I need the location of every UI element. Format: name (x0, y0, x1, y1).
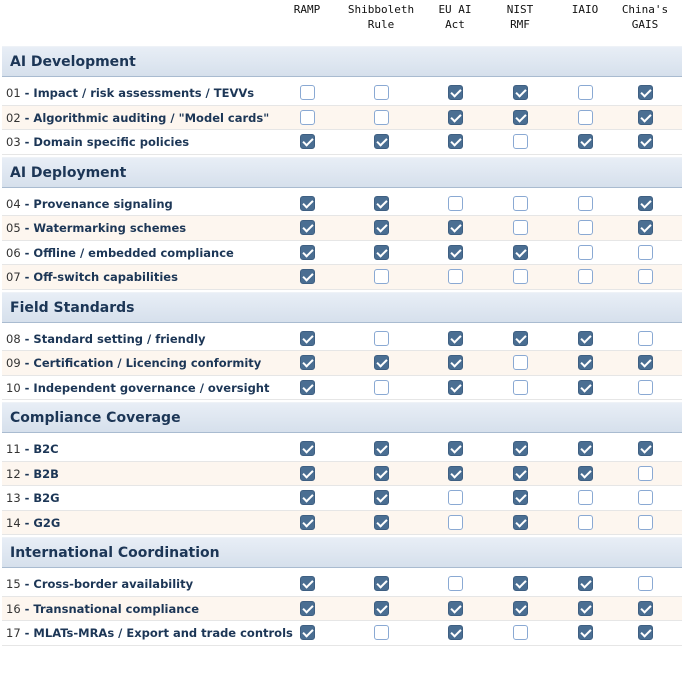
table-row (2, 106, 682, 131)
row-label (6, 511, 60, 535)
checkbox-checked[interactable] (513, 515, 528, 530)
checkbox-checked[interactable] (578, 466, 593, 481)
table-row (2, 192, 682, 217)
checkbox-unchecked[interactable] (513, 355, 528, 370)
row-label (6, 192, 173, 216)
row-text: - Certification / Licencing conformity (24, 356, 262, 370)
checkbox-checked[interactable] (638, 220, 653, 235)
checkbox-checked[interactable] (300, 380, 315, 395)
checkbox-checked[interactable] (578, 441, 593, 456)
row-text: - Watermarking schemes (24, 221, 187, 235)
checkbox-unchecked[interactable] (513, 380, 528, 395)
checkbox-checked[interactable] (578, 625, 593, 640)
checkbox-checked[interactable] (513, 576, 528, 591)
row-number: 17 (6, 626, 21, 640)
checkbox-unchecked[interactable] (374, 380, 389, 395)
checkbox-unchecked[interactable] (578, 110, 593, 125)
checkbox-checked[interactable] (513, 441, 528, 456)
checkbox-checked[interactable] (448, 355, 463, 370)
checkbox-checked[interactable] (374, 515, 389, 530)
checkbox-checked[interactable] (374, 196, 389, 211)
table-row (2, 462, 682, 487)
checkbox-checked[interactable] (300, 196, 315, 211)
row-label (6, 376, 269, 400)
row-number: 15 (6, 577, 21, 591)
checkbox-unchecked[interactable] (513, 269, 528, 284)
checkbox-checked[interactable] (300, 245, 315, 260)
row-number: 11 (6, 442, 21, 456)
section-header: International Coordination (2, 537, 682, 568)
checkbox-unchecked[interactable] (374, 85, 389, 100)
checkbox-unchecked[interactable] (578, 269, 593, 284)
checkbox-checked[interactable] (374, 601, 389, 616)
row-text: - B2G (24, 491, 60, 505)
checkbox-unchecked[interactable] (638, 269, 653, 284)
checkbox-checked[interactable] (374, 220, 389, 235)
row-number: 08 (6, 331, 21, 346)
row-label (6, 437, 59, 461)
checkbox-checked[interactable] (374, 245, 389, 260)
row-text: - G2G (24, 515, 61, 530)
checkbox-checked[interactable] (513, 245, 528, 260)
section-header: Field Standards (2, 292, 682, 323)
row-label (6, 327, 206, 351)
checkbox-unchecked[interactable] (638, 466, 653, 481)
checkbox-checked[interactable] (513, 331, 528, 346)
row-text: - Standard setting / friendly (24, 331, 206, 346)
table-row (2, 376, 682, 401)
checkbox-checked[interactable] (374, 355, 389, 370)
checkbox-checked[interactable] (300, 134, 315, 149)
row-text: - B2C (24, 442, 59, 456)
checkbox-unchecked[interactable] (513, 625, 528, 640)
section-header: AI Deployment (2, 157, 682, 188)
section-header: Compliance Coverage (2, 402, 682, 433)
column-header-1: Shibboleth Rule (347, 3, 415, 31)
checkbox-checked[interactable] (300, 466, 315, 481)
checkbox-checked[interactable] (374, 134, 389, 149)
checkbox-checked[interactable] (374, 576, 389, 591)
checkbox-checked[interactable] (638, 355, 653, 370)
row-label (6, 106, 269, 130)
checkbox-checked[interactable] (300, 601, 315, 616)
table-row (2, 511, 682, 536)
row-label (6, 265, 178, 289)
checkbox-checked[interactable] (300, 625, 315, 640)
checkbox-checked[interactable] (448, 466, 463, 481)
checkbox-checked[interactable] (448, 601, 463, 616)
table-row (2, 486, 682, 511)
checkbox-unchecked[interactable] (300, 110, 315, 125)
row-text: - Impact / risk assessments / TEVVs (24, 86, 255, 100)
row-text: - Off-switch capabilities (24, 270, 178, 284)
row-label (6, 241, 234, 265)
checkbox-checked[interactable] (578, 380, 593, 395)
column-header-3: NIST RMF (506, 3, 534, 31)
checkbox-checked[interactable] (374, 441, 389, 456)
checkbox-unchecked[interactable] (638, 490, 653, 505)
row-number: 04 (6, 196, 21, 211)
table-row (2, 437, 682, 462)
row-label (6, 621, 293, 645)
table-row (2, 265, 682, 290)
checkbox-checked[interactable] (513, 466, 528, 481)
table-row (2, 327, 682, 352)
row-number: 02 (6, 110, 21, 125)
row-number: 13 (6, 491, 21, 505)
checkbox-unchecked[interactable] (448, 490, 463, 505)
table-row (2, 241, 682, 266)
row-label (6, 216, 186, 240)
checkbox-checked[interactable] (578, 355, 593, 370)
table-row (2, 81, 682, 106)
checkbox-checked[interactable] (638, 196, 653, 211)
checkbox-unchecked[interactable] (578, 85, 593, 100)
checkbox-unchecked[interactable] (578, 196, 593, 211)
checkbox-checked[interactable] (638, 441, 653, 456)
checkbox-checked[interactable] (374, 466, 389, 481)
row-label (6, 462, 59, 486)
checkbox-checked[interactable] (300, 220, 315, 235)
row-number: 09 (6, 356, 21, 370)
table-row (2, 572, 682, 597)
table-row (2, 351, 682, 376)
checkbox-checked[interactable] (448, 380, 463, 395)
checkbox-checked[interactable] (300, 576, 315, 591)
row-number: 16 (6, 601, 21, 616)
checkbox-checked[interactable] (448, 441, 463, 456)
section-header: AI Development (2, 46, 682, 77)
checkbox-unchecked[interactable] (578, 490, 593, 505)
checkbox-checked[interactable] (638, 625, 653, 640)
checkbox-checked[interactable] (448, 220, 463, 235)
row-number: 07 (6, 270, 21, 284)
checkbox-checked[interactable] (300, 269, 315, 284)
row-text: - Cross-border availability (24, 577, 194, 591)
checkbox-unchecked[interactable] (374, 110, 389, 125)
row-label (6, 572, 193, 596)
checkbox-checked[interactable] (300, 331, 315, 346)
checkbox-checked[interactable] (448, 331, 463, 346)
row-label (6, 486, 60, 510)
row-number: 10 (6, 380, 21, 395)
checklist-grid (2, 46, 682, 646)
checkbox-checked[interactable] (513, 110, 528, 125)
row-label (6, 81, 254, 105)
checkbox-checked[interactable] (578, 576, 593, 591)
row-label (6, 351, 261, 375)
checkbox-checked[interactable] (374, 490, 389, 505)
checkbox-checked[interactable] (513, 490, 528, 505)
row-label (6, 597, 199, 621)
table-row (2, 216, 682, 241)
row-number: 14 (6, 515, 21, 530)
row-text: - Independent governance / oversight (24, 380, 270, 395)
checkbox-unchecked[interactable] (374, 331, 389, 346)
checkbox-unchecked[interactable] (638, 515, 653, 530)
checkbox-checked[interactable] (513, 85, 528, 100)
checkbox-unchecked[interactable] (638, 331, 653, 346)
column-header-5: China's GAIS (621, 3, 669, 31)
checkbox-unchecked[interactable] (513, 220, 528, 235)
checkbox-checked[interactable] (578, 134, 593, 149)
checkbox-unchecked[interactable] (448, 515, 463, 530)
row-text: - Transnational compliance (24, 601, 200, 616)
checkbox-checked[interactable] (448, 110, 463, 125)
checkbox-unchecked[interactable] (638, 576, 653, 591)
row-text: - Domain specific policies (24, 135, 190, 149)
row-number: 01 (6, 86, 21, 100)
checkbox-checked[interactable] (513, 601, 528, 616)
checkbox-checked[interactable] (578, 331, 593, 346)
checkbox-checked[interactable] (300, 441, 315, 456)
checkbox-checked[interactable] (448, 85, 463, 100)
checkbox-checked[interactable] (638, 134, 653, 149)
checkbox-unchecked[interactable] (638, 245, 653, 260)
checkbox-unchecked[interactable] (448, 196, 463, 211)
row-text: - Offline / embedded compliance (24, 245, 234, 260)
checkbox-unchecked[interactable] (374, 269, 389, 284)
table-row (2, 597, 682, 622)
checkbox-unchecked[interactable] (578, 245, 593, 260)
checkbox-checked[interactable] (300, 490, 315, 505)
checkbox-unchecked[interactable] (448, 576, 463, 591)
checkbox-unchecked[interactable] (300, 85, 315, 100)
row-number: 05 (6, 221, 21, 235)
row-number: 06 (6, 245, 21, 260)
row-label (6, 130, 189, 154)
row-number: 03 (6, 135, 21, 149)
checkbox-unchecked[interactable] (578, 515, 593, 530)
column-header-4: IAIO (571, 3, 599, 16)
checkbox-unchecked[interactable] (513, 196, 528, 211)
checkbox-checked[interactable] (300, 355, 315, 370)
row-text: - Algorithmic auditing / "Model cards" (24, 110, 270, 125)
row-text: - B2B (24, 466, 59, 481)
checkbox-unchecked[interactable] (374, 625, 389, 640)
checkbox-checked[interactable] (448, 134, 463, 149)
checkbox-checked[interactable] (448, 625, 463, 640)
table-row (2, 621, 682, 646)
checkbox-checked[interactable] (448, 245, 463, 260)
checkbox-checked[interactable] (638, 85, 653, 100)
checkbox-checked[interactable] (638, 601, 653, 616)
checkbox-checked[interactable] (638, 110, 653, 125)
row-text: - Provenance signaling (24, 196, 173, 211)
column-header-2: EU AI Act (438, 3, 472, 31)
checkbox-unchecked[interactable] (448, 269, 463, 284)
table-row (2, 130, 682, 155)
checkbox-unchecked[interactable] (638, 380, 653, 395)
column-headers (0, 0, 686, 44)
row-number: 12 (6, 466, 21, 481)
row-text: - MLATs-MRAs / Export and trade controls (24, 626, 293, 640)
checkbox-unchecked[interactable] (513, 134, 528, 149)
checkbox-checked[interactable] (578, 601, 593, 616)
checkbox-checked[interactable] (300, 515, 315, 530)
checkbox-unchecked[interactable] (578, 220, 593, 235)
column-header-0: RAMP (293, 3, 321, 16)
